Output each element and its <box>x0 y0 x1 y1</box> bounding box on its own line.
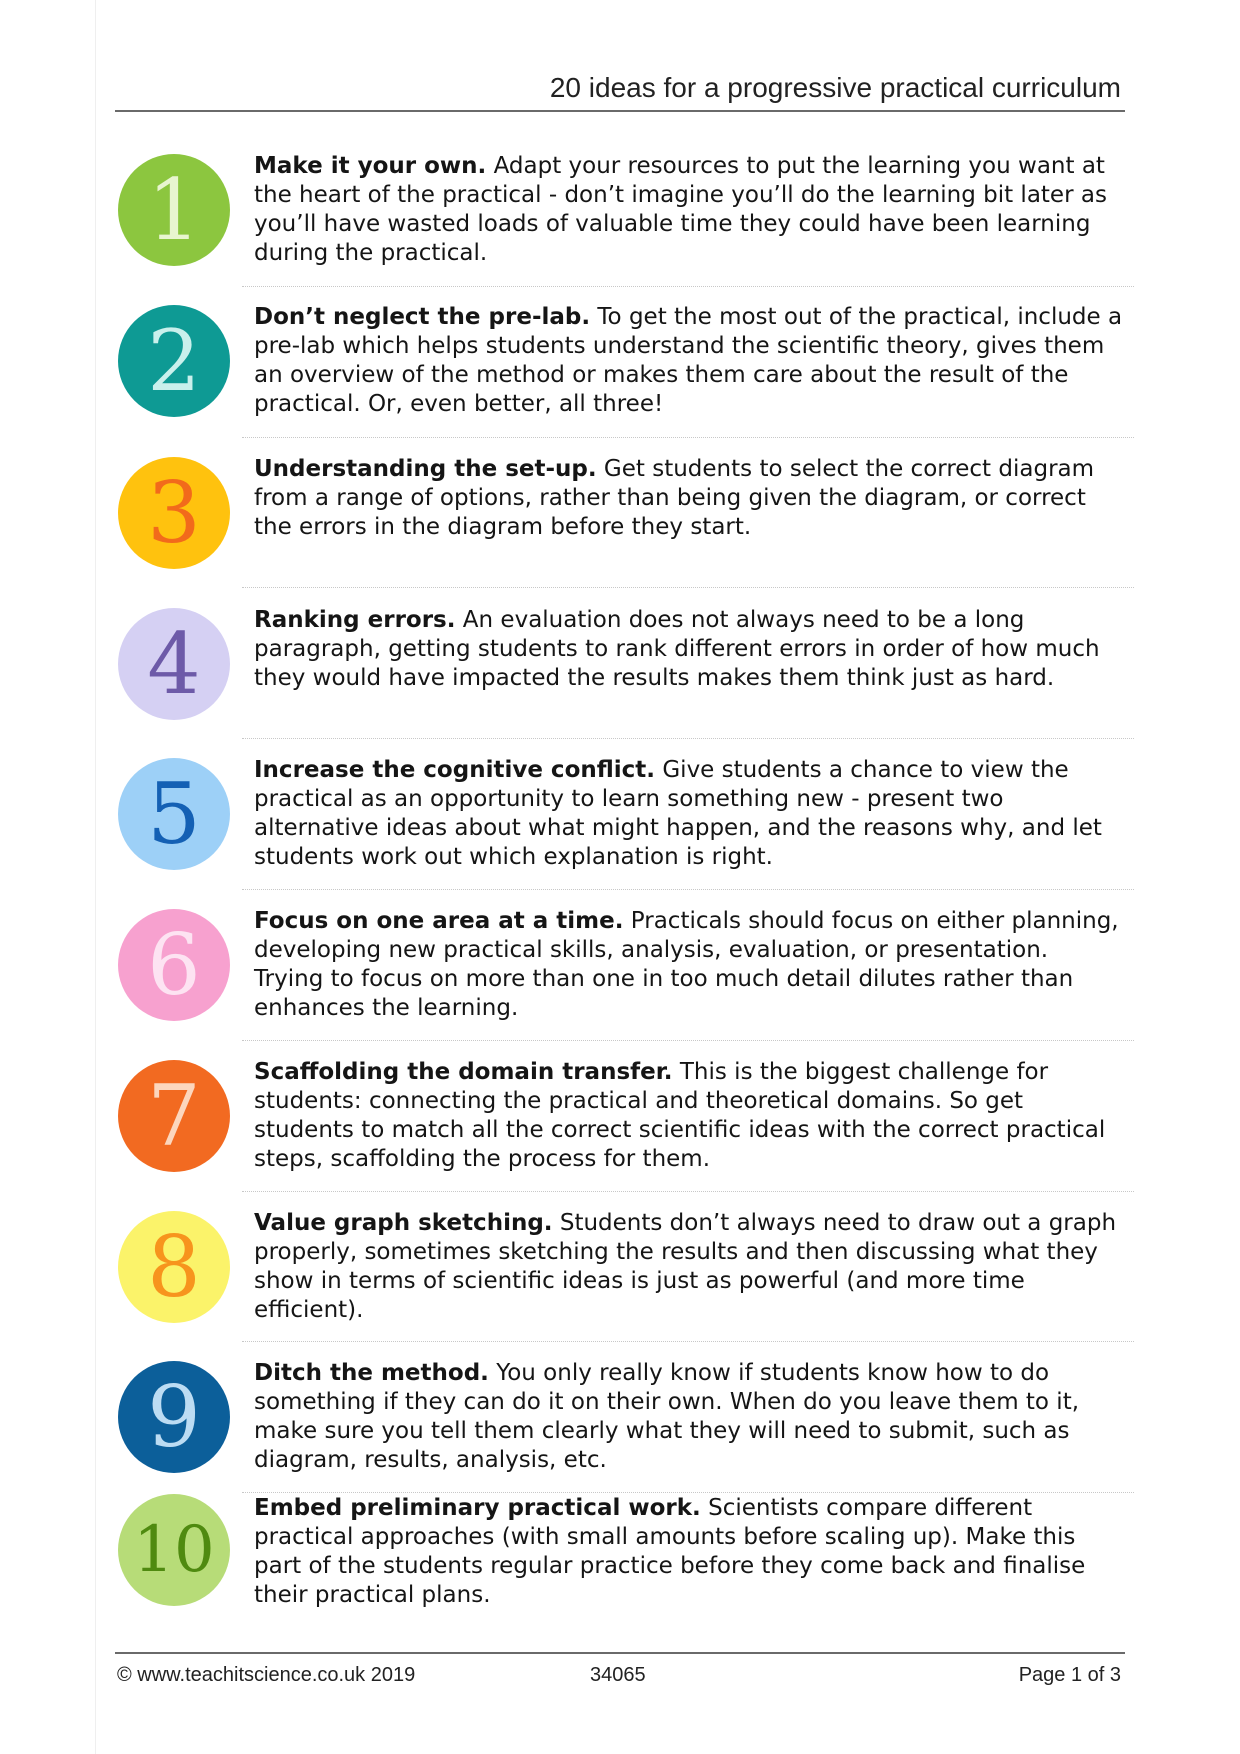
number-3-badge <box>118 457 230 569</box>
divider <box>242 1492 1134 1493</box>
number-9-badge <box>118 1361 230 1473</box>
tip-body-10: Scientists compare different practical approaches (with small amounts before scaling up). Make this part of the students regular practice before they come back and finalise their practical plans. <box>254 1495 1086 1608</box>
tip-text-5 <box>254 756 1124 872</box>
divider <box>242 286 1134 287</box>
tip-body-3: Get students to select the correct diagram from a range of options, rather than being given the diagram, or correct the errors in the diagram before they start. <box>254 456 1095 540</box>
divider <box>242 437 1134 438</box>
divider <box>242 1040 1134 1041</box>
tip-heading-2: Don’t neglect the pre-lab. <box>254 304 591 330</box>
tip-heading-8: Value graph sketching. <box>254 1210 553 1236</box>
tip-body-5: Give students a chance to view the practical as an opportunity to learn something new - present two alternative ideas about what might happen, and the reasons why, and let students work out which explanation is right. <box>254 757 1102 870</box>
tip-text-10 <box>254 1494 1124 1610</box>
tip-body-8: Students don’t always need to draw out a graph properly, sometimes sketching the results and then discussing what they show in terms of scientific ideas is just as powerful (and more time efficient). <box>254 1210 1117 1323</box>
number-1-badge <box>118 154 230 266</box>
tip-body-6: Practicals should focus on either planning, developing new practical skills, analysis, evaluation, or presentation. Trying to focus on more than one in too much detail dilutes rather than enhances the learning. <box>254 908 1119 1021</box>
tip-text-3 <box>254 455 1124 542</box>
number-5-label: 5 <box>147 765 201 863</box>
tip-text-8 <box>254 1209 1124 1325</box>
number-4-label: 4 <box>147 615 201 713</box>
number-5-badge <box>118 758 230 870</box>
number-9-label: 9 <box>147 1368 201 1466</box>
footer-copyright: © www.teachitscience.co.uk 2019 <box>117 1664 416 1686</box>
page-edge <box>95 0 96 1754</box>
tip-body-2: To get the most out of the practical, include a pre-lab which helps students understand the scientific theory, gives them an overview of the method or makes them care about the result of the practical. Or, even better, all three! <box>254 304 1123 417</box>
tip-heading-6: Focus on one area at a time. <box>254 908 624 934</box>
divider <box>242 587 1134 588</box>
number-8-label: 8 <box>147 1218 201 1316</box>
tip-text-6 <box>254 907 1124 1023</box>
footer-resource-code: 34065 <box>590 1664 646 1686</box>
tip-text-1 <box>254 152 1124 268</box>
tip-body-1: Adapt your resources to put the learning you want at the heart of the practical - don’t imagine you’ll do the learning bit later as you’ll have wasted loads of valuable time they could have been learning during the practical. <box>254 153 1107 266</box>
tip-text-9 <box>254 1359 1124 1475</box>
page-title: 20 ideas for a progressive practical curriculum <box>549 72 1121 103</box>
tip-text-2 <box>254 303 1124 419</box>
divider <box>242 1341 1134 1342</box>
number-6-label: 6 <box>147 916 201 1014</box>
tip-text-7 <box>254 1058 1124 1174</box>
number-4-badge <box>118 608 230 720</box>
divider <box>242 889 1134 890</box>
tip-heading-9: Ditch the method. <box>254 1360 489 1386</box>
number-2-badge <box>118 305 230 417</box>
number-8-badge <box>118 1211 230 1323</box>
tip-heading-1: Make it your own. <box>254 153 487 179</box>
number-6-badge <box>118 909 230 1021</box>
page-footer <box>115 1652 1125 1694</box>
tip-heading-3: Understanding the set-up. <box>254 456 597 482</box>
number-7-badge <box>118 1060 230 1172</box>
tip-body-4: An evaluation does not always need to be a long paragraph, getting students to rank different errors in order of how much they would have impacted the results makes them think just as hard. <box>254 607 1100 691</box>
number-10-label: 10 <box>133 1513 215 1587</box>
page-header <box>115 72 1125 112</box>
divider <box>242 738 1134 739</box>
tip-heading-10: Embed preliminary practical work. <box>254 1495 701 1521</box>
tip-body-9: You only really know if students know how to do something if they can do it on their own. When do you leave them to it, make sure you tell them clearly what they will need to submit, such as diagram, results, analysis, etc. <box>254 1360 1080 1473</box>
tip-body-7: This is the biggest challenge for students: connecting the practical and theoretical domains. So get students to match all the correct scientific ideas with the correct practical steps, scaffolding the process for them. <box>254 1059 1106 1172</box>
number-1-label: 1 <box>147 161 201 259</box>
tip-heading-7: Scaffolding the domain transfer. <box>254 1059 673 1085</box>
tip-heading-5: Increase the cognitive conflict. <box>254 757 656 783</box>
number-2-label: 2 <box>147 312 201 410</box>
footer-page-number: Page 1 of 3 <box>1018 1664 1121 1686</box>
tip-text-4 <box>254 606 1124 693</box>
number-10-badge <box>118 1494 230 1606</box>
number-3-label: 3 <box>147 464 201 562</box>
number-7-label: 7 <box>147 1067 201 1165</box>
tip-heading-4: Ranking errors. <box>254 607 456 633</box>
divider <box>242 1191 1134 1192</box>
